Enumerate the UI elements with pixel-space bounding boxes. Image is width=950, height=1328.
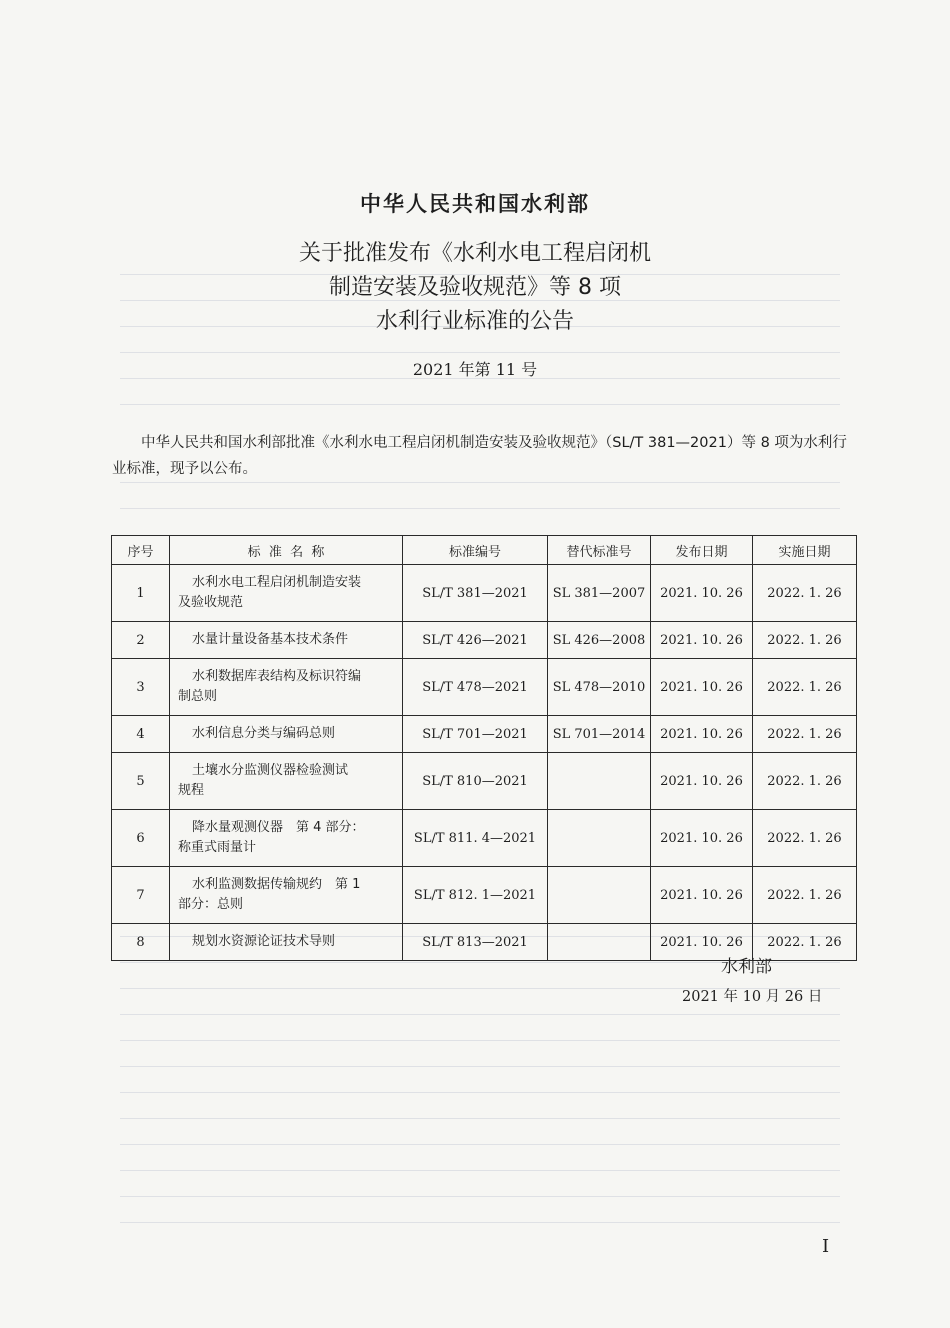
row-replaces [548, 753, 651, 810]
row-issued: 2021. 10. 26 [651, 753, 753, 810]
table-header-row [112, 536, 857, 565]
row-name: 土壤水分监测仪器检验测试 规程 [170, 753, 403, 810]
row-issued: 2021. 10. 26 [651, 867, 753, 924]
row-name: 水量计量设备基本技术条件 [170, 622, 403, 659]
row-code: SL/T 811. 4—2021 [403, 810, 548, 867]
row-code: SL/T 381—2021 [403, 565, 548, 622]
row-name: 水利信息分类与编码总则 [170, 716, 403, 753]
issuing-ministry: 中华人民共和国水利部 [360, 192, 590, 216]
row-name: 水利数据库表结构及标识符编 制总则 [170, 659, 403, 716]
header-code: 标准编号 [403, 536, 548, 565]
row-replaces: SL 478—2010 [548, 659, 651, 716]
row-effective: 2022. 1. 26 [753, 810, 857, 867]
row-no: 6 [112, 810, 170, 867]
table-row [112, 565, 857, 622]
row-replaces [548, 867, 651, 924]
row-name: 降水量观测仪器 第 4 部分： 称重式雨量计 [170, 810, 403, 867]
table-row [112, 622, 857, 659]
row-code: SL/T 812. 1—2021 [403, 867, 548, 924]
row-effective: 2022. 1. 26 [753, 659, 857, 716]
row-no: 8 [112, 924, 170, 961]
table-row [112, 810, 857, 867]
row-no: 4 [112, 716, 170, 753]
row-code: SL/T 426—2021 [403, 622, 548, 659]
signature-date: 2021 年 10 月 26 日 [682, 989, 823, 1005]
row-name: 水利监测数据传输规约 第 1 部分：总则 [170, 867, 403, 924]
title-line-3: 水利行业标准的公告 [375, 309, 574, 334]
row-issued: 2021. 10. 26 [651, 659, 753, 716]
row-code: SL/T 701—2021 [403, 716, 548, 753]
header-no: 序号 [112, 536, 170, 565]
row-code: SL/T 478—2021 [403, 659, 548, 716]
row-effective: 2022. 1. 26 [753, 716, 857, 753]
row-issued: 2021. 10. 26 [651, 810, 753, 867]
page-number: I [822, 1236, 830, 1257]
title-line-2: 制造安装及验收规范》等 8 项 [329, 275, 621, 300]
row-effective: 2022. 1. 26 [753, 924, 857, 961]
signature-organization: 水利部 [721, 957, 772, 977]
header-name: 标 准 名 称 [170, 536, 403, 565]
row-issued: 2021. 10. 26 [651, 716, 753, 753]
row-no: 3 [112, 659, 170, 716]
row-effective: 2022. 1. 26 [753, 867, 857, 924]
row-issued: 2021. 10. 26 [651, 924, 753, 961]
row-name: 水利水电工程启闭机制造安装 及验收规范 [170, 565, 403, 622]
row-effective: 2022. 1. 26 [753, 622, 857, 659]
header-effective: 实施日期 [753, 536, 857, 565]
table-row [112, 659, 857, 716]
row-issued: 2021. 10. 26 [651, 565, 753, 622]
standards-table [111, 535, 857, 961]
row-issued: 2021. 10. 26 [651, 622, 753, 659]
header-issued: 发布日期 [651, 536, 753, 565]
title-line-1: 关于批准发布《水利水电工程启闭机 [298, 241, 651, 266]
row-name: 规划水资源论证技术导则 [170, 924, 403, 961]
row-no: 1 [112, 565, 170, 622]
table-row [112, 753, 857, 810]
table-row [112, 867, 857, 924]
row-replaces [548, 810, 651, 867]
row-replaces: SL 381—2007 [548, 565, 651, 622]
announcement-title [0, 237, 950, 339]
row-replaces [548, 924, 651, 961]
table-row [112, 716, 857, 753]
row-effective: 2022. 1. 26 [753, 565, 857, 622]
row-code: SL/T 813—2021 [403, 924, 548, 961]
row-no: 2 [112, 622, 170, 659]
row-replaces: SL 701—2014 [548, 716, 651, 753]
row-code: SL/T 810—2021 [403, 753, 548, 810]
issue-number: 2021 年第 11 号 [412, 360, 538, 379]
header-replaces: 替代标准号 [548, 536, 651, 565]
row-no: 7 [112, 867, 170, 924]
row-replaces: SL 426—2008 [548, 622, 651, 659]
announcement-paragraph: 中华人民共和国水利部批准《水利水电工程启闭机制造安装及验收规范》（SL/T 381—2021）等 8 项为水利行业标准，现予以公布。 [112, 435, 847, 477]
row-effective: 2022. 1. 26 [753, 753, 857, 810]
row-no: 5 [112, 753, 170, 810]
